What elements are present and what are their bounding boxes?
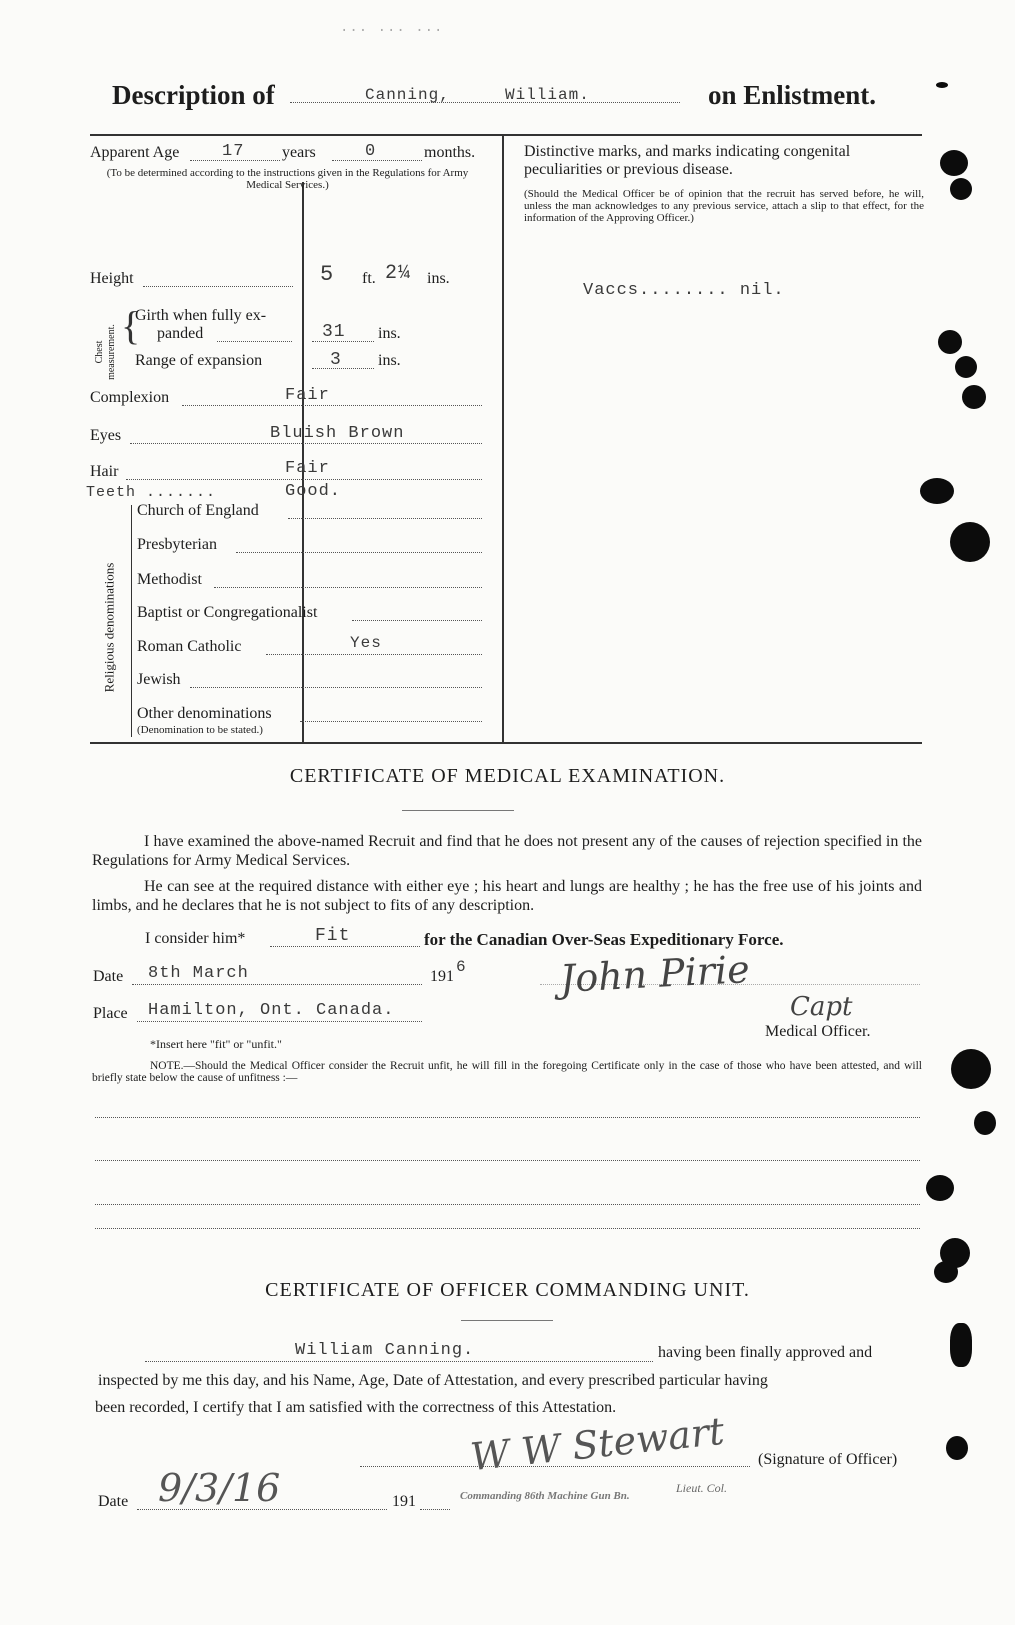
unfitness-note: NOTE.—Should the Medical Officer consider the Recruit unfit, he will fill in the foregoing Certificate only in the case of those who have been attested, and will briefly state below the cause of unfitness :— bbox=[92, 1060, 922, 1084]
punch-hole-blot bbox=[950, 1323, 972, 1367]
height-ins-value: 2¼ bbox=[385, 262, 412, 285]
punch-hole-blot bbox=[920, 478, 954, 504]
officer-signature-label: (Signature of Officer) bbox=[758, 1451, 898, 1468]
punch-hole-blot bbox=[955, 356, 977, 378]
age-months-value: 0 bbox=[365, 142, 377, 161]
force-text: for the Canadian Over-Seas Expeditionary Force. bbox=[424, 930, 784, 949]
commanding-date-value: 9/3/16 bbox=[158, 1466, 281, 1510]
punch-hole-blot bbox=[936, 82, 948, 88]
title-left: Description of bbox=[112, 80, 275, 110]
chest-brace: { bbox=[121, 303, 141, 348]
girth-label-2: panded bbox=[157, 325, 204, 342]
complexion-label: Complexion bbox=[90, 389, 170, 406]
punch-hole-blot bbox=[926, 1175, 954, 1201]
hair-label: Hair bbox=[90, 463, 119, 480]
height-ft-value: 5 bbox=[320, 262, 335, 287]
insert-note: *Insert here "fit" or "unfit." bbox=[150, 1037, 282, 1051]
medical-para-2: He can see at the required distance with either eye ; his heart and lungs are healthy ; he has the free use of his joints and limbs, and he declares that he is not subject to fits of any description. bbox=[92, 878, 922, 914]
rank-stamp: Lieut. Col. bbox=[676, 1481, 728, 1495]
eyes-label: Eyes bbox=[90, 427, 122, 444]
religion-label: Presbyterian bbox=[137, 536, 217, 553]
commanding-name-value: William Canning. bbox=[295, 1341, 475, 1360]
punch-hole-blot bbox=[950, 178, 972, 200]
marks-value: Vaccs........ nil. bbox=[583, 281, 785, 300]
religion-side-label: Religious denominations bbox=[101, 562, 117, 693]
medical-para-1: I have examined the above-named Recruit and find that he does not present any of the causes of rejection specified in the Regulations for Army Medical Services. bbox=[92, 833, 922, 869]
punch-hole-blot bbox=[951, 1049, 991, 1089]
consider-value: Fit bbox=[315, 926, 351, 946]
girth-value: 31 bbox=[322, 322, 346, 342]
medical-date-label: Date bbox=[93, 968, 124, 985]
commanding-text-1: having been finally approved and bbox=[658, 1344, 873, 1361]
title-right: on Enlistment. bbox=[708, 80, 877, 110]
years-label: years bbox=[282, 144, 316, 161]
age-label: Apparent Age bbox=[90, 144, 180, 161]
religion-label: Methodist bbox=[137, 571, 202, 588]
place-value: Hamilton, Ont. Canada. bbox=[148, 1001, 395, 1020]
place-label: Place bbox=[93, 1005, 128, 1022]
religion-label: Jewish bbox=[137, 671, 181, 688]
punch-hole-blot bbox=[950, 522, 990, 562]
punch-hole-blot bbox=[934, 1261, 958, 1283]
religion-label: Baptist or Congregationalist bbox=[137, 604, 318, 621]
commanding-year-prefix: 191 bbox=[392, 1493, 416, 1510]
eyes-value: Bluish Brown bbox=[270, 424, 405, 443]
commanding-cert-title: CERTIFICATE OF OFFICER COMMANDING UNIT. bbox=[265, 1279, 750, 1301]
girth-label-1: Girth when fully ex- bbox=[135, 307, 267, 324]
other-note: (Denomination to be stated.) bbox=[137, 724, 263, 736]
religion-label: Church of England bbox=[137, 502, 259, 519]
medical-officer-signature: John Pirie bbox=[558, 947, 751, 1001]
medical-officer-rank: Capt bbox=[790, 992, 853, 1022]
hair-value: Fair bbox=[285, 459, 330, 478]
ins-label: ins. bbox=[427, 270, 450, 287]
medical-cert-title: CERTIFICATE OF MEDICAL EXAMINATION. bbox=[289, 765, 726, 787]
punch-hole-blot bbox=[940, 150, 968, 176]
ft-label: ft. bbox=[362, 270, 376, 287]
given-name-value: William. bbox=[505, 86, 590, 104]
top-scribble: ... ... ... bbox=[340, 20, 444, 36]
age-years-value: 17 bbox=[222, 142, 245, 161]
religion-label: Other denominations bbox=[137, 705, 272, 722]
teeth-label: Teeth ....... bbox=[86, 484, 217, 501]
age-note: (To be determined according to the instructions given in the Regulations for Army Medical Services.) bbox=[106, 167, 469, 191]
punch-hole-blot bbox=[974, 1111, 996, 1135]
marks-note: (Should the Medical Officer be of opinion that the recruit has served before, he will, unless the man acknowledges to any previous service, attach a slip to that effect, for the information of the Approving Officer.) bbox=[524, 188, 924, 224]
range-value: 3 bbox=[330, 350, 342, 370]
girth-ins-label: ins. bbox=[378, 325, 401, 342]
religion-rc-value: Yes bbox=[350, 634, 382, 652]
marks-heading: Distinctive marks, and marks indicating congenital peculiarities or previous disease. bbox=[524, 143, 851, 178]
chest-side-label: Chest measurement. bbox=[94, 324, 117, 380]
punch-hole-blot bbox=[938, 330, 962, 354]
range-ins-label: ins. bbox=[378, 352, 401, 369]
commanding-text-3: been recorded, I certify that I am satisfied with the correctness of this Attestation. bbox=[95, 1399, 617, 1416]
medical-year-prefix: 191 bbox=[430, 968, 454, 985]
complexion-value: Fair bbox=[285, 386, 330, 405]
surname-value: Canning, bbox=[365, 86, 450, 104]
medical-officer-label: Medical Officer. bbox=[765, 1023, 871, 1040]
commanding-signature: W W Stewart bbox=[468, 1408, 727, 1480]
punch-hole-blot bbox=[946, 1436, 968, 1460]
commanding-date-label: Date bbox=[98, 1493, 129, 1510]
consider-label: I consider him* bbox=[145, 930, 246, 947]
medical-date-value: 8th March bbox=[148, 964, 249, 983]
religion-label: Roman Catholic bbox=[137, 638, 242, 655]
range-label: Range of expansion bbox=[135, 352, 263, 369]
commanding-text-2: inspected by me this day, and his Name, Age, Date of Attestation, and every prescribed particular having bbox=[98, 1372, 768, 1389]
punch-hole-blot bbox=[962, 385, 986, 409]
medical-year-suffix: 6 bbox=[456, 958, 467, 976]
height-label: Height bbox=[90, 270, 134, 287]
months-label: months. bbox=[424, 144, 476, 161]
teeth-value: Good. bbox=[285, 482, 342, 501]
unit-stamp: Commanding 86th Machine Gun Bn. bbox=[460, 1490, 630, 1502]
